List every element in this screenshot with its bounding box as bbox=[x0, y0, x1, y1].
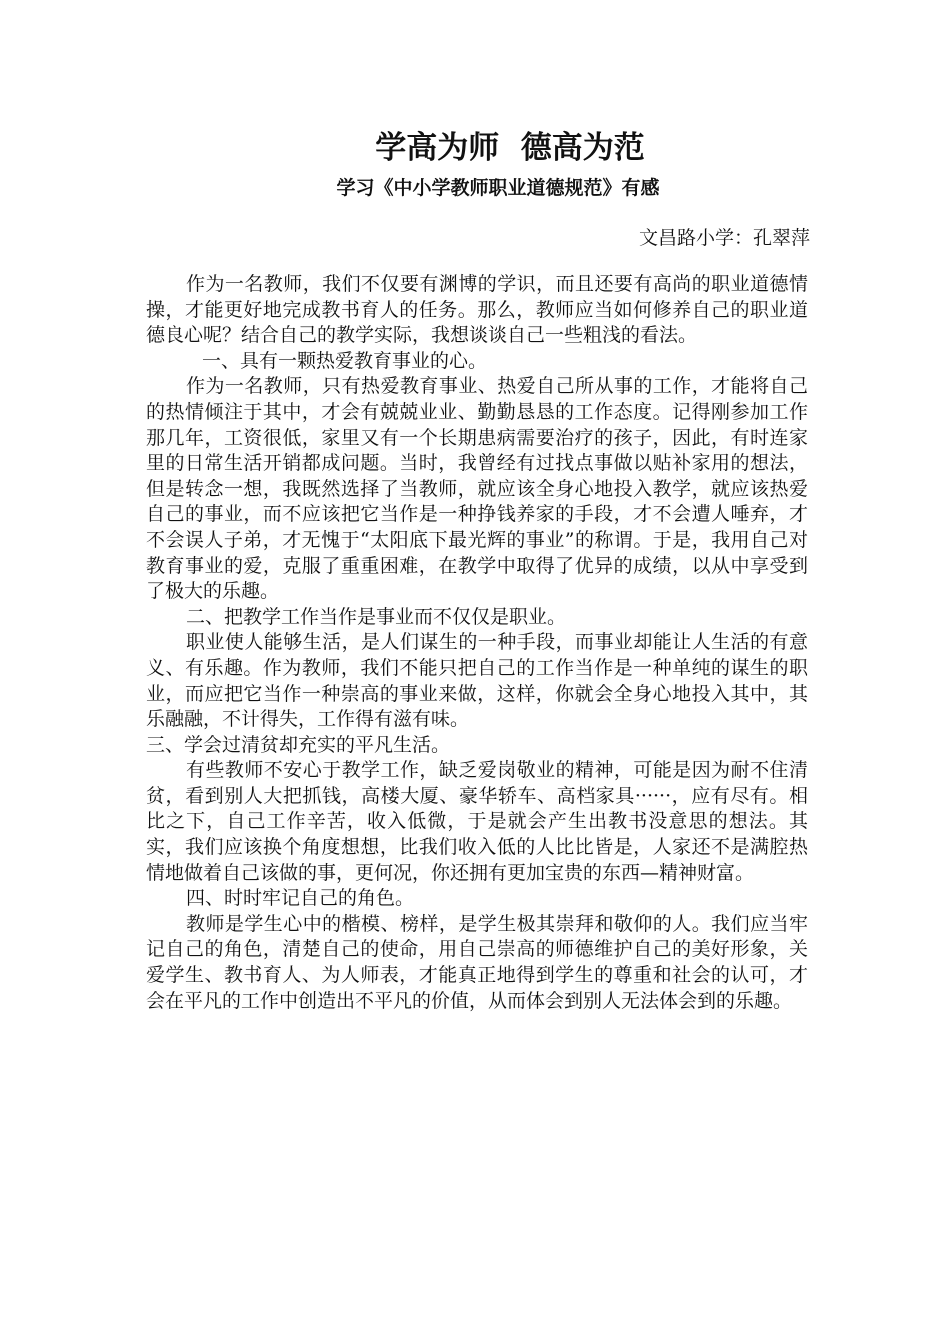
body-paragraph: 有些教师不安心于教学工作，缺乏爱岗敬业的精神，可能是因为耐不住清贫，看到别人大把抓钱，高楼大厦、豪华轿车、高档家具······，应有尽有。相比之下，自己工作辛苦，收入低微，于是就会产生出教书没意思的想法。其实，我们应该换个角度想想，比我们收入低的人比比皆是，人家还不是满腔热情地做着自己该做的事，更何况，你还拥有更加宝贵的东西—精神财富。 bbox=[146, 759, 808, 884]
section-heading-2: 二、把教学工作当作是事业而不仅仅是职业。 bbox=[186, 605, 567, 628]
body-paragraph: 教师是学生心中的楷模、榜样，是学生极其崇拜和敬仰的人。我们应当牢记自己的角色，清楚自己的使命，用自己崇高的师德维护自己的美好形象，关爱学生、教书育人、为人师表，才能真正地得到学生的尊重和社会的认可，才会在平凡的工作中创造出不平凡的价值，从而体会到别人无法体会到的乐趣。 bbox=[146, 912, 808, 1012]
body-paragraph: 职业使人能够生活，是人们谋生的一种手段，而事业却能让人生活的有意义、有乐趣。作为教师，我们不能只把自己的工作当作是一种单纯的谋生的职业，而应把它当作一种崇高的事业来做，这样，你就会全身心地投入其中，其乐融融，不计得失，工作得有滋有味。 bbox=[146, 631, 808, 731]
section-heading-1: 一、具有一颗热爱教育事业的心。 bbox=[202, 349, 488, 372]
author-line: 文昌路小学：孔翠萍 bbox=[638, 227, 810, 249]
body-paragraph: 作为一名教师，只有热爱教育事业、热爱自己所从事的工作，才能将自己的热情倾注于其中，才会有兢兢业业、勤勤恳恳的工作态度。记得刚参加工作那几年，工资很低，家里又有一个长期患病需要治疗的孩子，因此，有时连家里的日常生活开销都成问题。当时，我曾经有过找点事做以贴补家用的想法，但是转念一想，我既然选择了当教师，就应该全身心地投入教学，就应该热爱自己的事业，而不应该把它当作是一种挣钱养家的手段，才不会遭人唾弃，才不会误人子弟，才无愧于“太阳底下最光辉的事业”的称谓。于是，我用自己对教育事业的爱，克服了重重困难，在教学中取得了优异的成绩，以从中享受到了极大的乐趣。 bbox=[146, 375, 808, 603]
section-heading-3: 三、学会过清贫却充实的平凡生活。 bbox=[146, 733, 451, 756]
document-body bbox=[146, 272, 808, 1014]
document-title: 学高为师 德高为范 bbox=[375, 130, 645, 166]
intro-paragraph: 作为一名教师，我们不仅要有渊博的学识，而且还要有高尚的职业道德情操，才能更好地完成教书育人的任务。那么，教师应当如何修养自己的职业道德良心呢？结合自己的教学实际，我想谈谈自己一些粗浅的看法。 bbox=[146, 273, 808, 347]
section-heading-4: 四、时时牢记自己的角色。 bbox=[186, 887, 415, 910]
document-subtitle: 学习《中小学教师职业道德规范》有感 bbox=[336, 177, 660, 199]
